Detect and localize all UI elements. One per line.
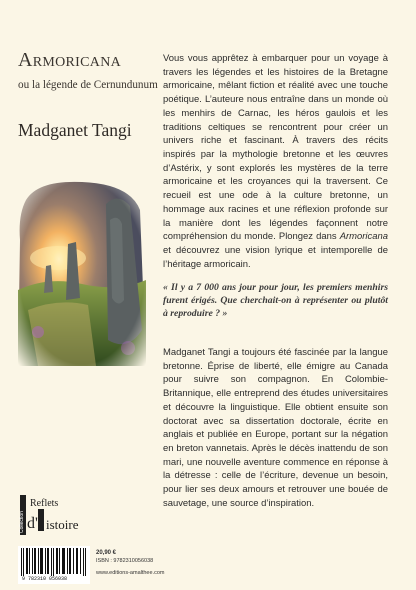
website: www.editions-amalthee.com <box>96 570 165 576</box>
svg-text:Collection: Collection <box>19 511 25 533</box>
summary-block <box>163 52 388 320</box>
left-column <box>18 0 165 590</box>
price-info <box>96 549 164 577</box>
summary-text: Vous vous apprêtez à embarquer pour un voyage à travers les légendes et les histoires de la Bretagne armoricaine, mêlant fiction et réalité avec une touche poétique. L’auteure nous entraîne dans un monde où les menhirs de Carnac, les héros gaulois et les traditions celtiques se rencontrent pour créer un univers riche et fascinant. À travers des récits inspirés par la mythologie bretonne et les œuvres d’Astérix, y sont explorés les mystères de la terre armoricaine et les croyances qui la traversent. Ce recueil est une ode à la culture bretonne, un hommage aux racines et une réflexion profonde sur la manière dont les légendes façonnent notre compréhension du monde. Plongez dans <box>163 53 388 243</box>
svg-text:istoire: istoire <box>46 517 79 532</box>
barcode-digits: 9 782310 056038 <box>22 576 68 582</box>
summary-italic-title: Armoricana <box>339 231 388 243</box>
collection-logo <box>20 495 98 537</box>
book-subtitle: ou la légende de Cernundunum <box>18 79 158 91</box>
summary-paragraph <box>163 52 388 272</box>
summary-quote: « Il y a 7 000 ans jour pour jour, les premiers menhirs furent érigés. Que cherchait-on à représenter ou plutôt à reproduire ? » <box>163 281 388 319</box>
cover-illustration <box>18 180 146 366</box>
retail-info <box>18 546 165 586</box>
biography-text: Madganet Tangi a toujours été fascinée par la langue bretonne. Éprise de liberté, elle émigre au Canada pour suivre son compagnon. En Colombie-Britannique, elle entreprend des études universitaires et découvre la linguistique. Elle obtient ensuite son doctorat avec sa dissertation doctorale, écrite en anglais et publiée en Europe, portant sur la négation en breton vannetais. Après le décès inattendu de son mari, une nouvelle aventure commence en réponse à la détresse : celle de l’écriture, devenue un besoin, pour lier ses deux amours et retrouver une bouée de sauvetage, une source d’inspiration. <box>163 347 388 509</box>
book-author: Madganet Tangi <box>18 120 132 140</box>
book-title: Armoricana <box>18 49 122 71</box>
isbn: ISBN : 9782310056038 <box>96 558 154 564</box>
biography-block <box>163 346 388 511</box>
summary-text-end: et découvrez une vision lyrique et intemporelle de l’héritage armoricain. <box>163 245 388 270</box>
svg-text:d': d' <box>27 515 38 532</box>
price: 20,90 € <box>96 550 117 556</box>
svg-text:Reflets: Reflets <box>30 498 59 509</box>
